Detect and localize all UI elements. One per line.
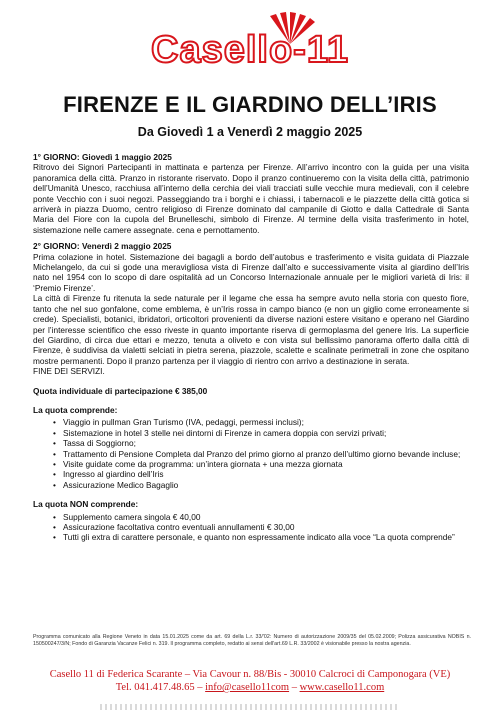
- list-item: • Supplemento camera singola € 40,00: [53, 512, 469, 522]
- agency-contacts: [0, 681, 500, 694]
- list-item: • Ingresso al giardino dell’Iris: [53, 469, 469, 479]
- agency-website-link[interactable]: www.casello11.com: [299, 682, 385, 693]
- list-item: • Visite guidate come da programma: un’intera giornata + una mezza giornata: [53, 459, 469, 469]
- day2-text-2: La città di Firenze fu ritenuta la sede naturale per il legame che essa ha sempre avuto nella storia con questo fiore, tanto che nel suo gonfalone, come emblema, è un’Iris rossa in campo bianco (e non un giglio come erroneamente si crede). Specialisti, botanici, ibridatori, orticoltori provenienti da diverse nazioni estere visitano e operano nel Giardino per l’interesse scientifico che esso riveste in quanto importante riserva di germoplasma del genere Iris. La superficie del Giardino, di circa due ettari e mezzo, tenuta a oliveto e con vista sul bellissimo panorama offerto dalla città di Firenze, è suddivisa da vialetti selciati in pietra serena, piazzole, scalette e scalinate perimetrali in zone che ospitano mostre permanenti. Dopo il pranzo partenza per il viaggio di rientro con arrivo a destinazione in serata.: [33, 293, 469, 366]
- includes-heading: La quota comprende:: [33, 404, 118, 415]
- day1-text: Ritrovo dei Signori Partecipanti in mattinata e partenza per Firenze. All’arrivo incontro con la guida per una visita panoramica della città. Pranzo in ristorante riservato. Dopo il pranzo continueremo con la visita della città, patrimonio dell’Umanità Unesco, racchiusa all’interno della cerchia dei viali tracciati sulle vecchie mura medievali, con il celebre ponte Vecchio con i suoi negozi. Passeggiando tra i borghi e i chiassi, i tabernacoli e le piazzette della città gotica si arriverà in piazza Duomo, centro religioso di Firenze dominato dal campanile di Giotto e dalla Cattedrale di Santa Maria del Fiore con la cupola del Brunelleschi, simbolo di Firenze. Al termine della visita trasferimento in hotel, sistemazione nelle camere assegnate. cena e pernottamento.: [33, 162, 469, 235]
- price-label: Quota individuale di partecipazione € 385,00: [33, 385, 208, 396]
- agency-email-link[interactable]: info@casello11com: [205, 682, 290, 693]
- day1-heading: 1° GIORNO: Giovedì 1 maggio 2025: [33, 152, 172, 162]
- legal-notice: Programma comunicato alla Regione Veneto in data 15.01.2025 come da art. 69 della L.r. 33/'02: Numero di autorizzazione 2009/35 del 05.02.2009; Polizza assicurativa NOBIS n. 150500247/3/N; Fondo di Garanzia Vacanze Felici n. 319. Il programma completo, redatto ai sensi dell'art.69 L.R. 33/2002 è visionabile presso la nostra agenzia.: [33, 634, 471, 647]
- list-item: • Tutti gli extra di carattere personale, e quanto non espressamente indicato alla voce “La quota comprende”: [53, 532, 469, 542]
- contact-separator: –: [289, 682, 300, 693]
- logo-text: Casello-11: [151, 29, 349, 71]
- trip-dates: Da Giovedì 1 a Venerdì 2 maggio 2025: [137, 125, 363, 139]
- excludes-heading: La quota NON comprende:: [33, 499, 139, 510]
- page-title: FIRENZE E IL GIARDINO DELL’IRIS: [63, 92, 437, 117]
- casello-11-logo: [140, 12, 360, 74]
- agency-address: Casello 11 di Federica Scarante – Via Cavour n. 88/Bis - 30010 Calcroci di Camponogara (VE): [49, 669, 451, 680]
- list-item: • Assicurazione Medico Bagaglio: [53, 480, 469, 490]
- list-item: • Trattamento di Pensione Completa dal Pranzo del primo giorno al pranzo dell’ultimo giorno bevande incluse;: [53, 449, 469, 459]
- list-item: • Assicurazione facoltativa contro eventuali annullamenti € 30,00: [53, 522, 469, 532]
- end-of-services: FINE DEI SERVIZI.: [33, 366, 105, 377]
- page-cut-edge: [100, 704, 400, 710]
- day2-heading: 2° GIORNO: Venerdì 2 maggio 2025: [33, 241, 172, 252]
- agency-footer: [0, 668, 500, 694]
- list-item: • Tassa di Soggiorno;: [53, 438, 469, 448]
- list-item: • Sistemazione in hotel 3 stelle nei dintorni di Firenze in camera doppia con servizi privati;: [53, 428, 469, 438]
- itinerary-content: [33, 152, 469, 543]
- list-item: • Viaggio in pullman Gran Turismo (IVA, pedaggi, permessi inclusi);: [53, 417, 469, 427]
- day2-text-1: Prima colazione in hotel. Sistemazione dei bagagli a bordo dell’autobus e trasferimento e visita guidata di Piazzale Michelangelo, da cui si gode una meravigliosa vista di Firenze dall’alto e successivamente visita al giardino dell’Iris nato nel 1954 con lo scopo di dare ospitalità ad un Concorso Internazionale annuale per le migliori varietà di Iris: il ‘Premio Firenze’.: [33, 251, 469, 293]
- includes-list: [33, 417, 469, 490]
- excludes-list: [33, 512, 469, 543]
- agency-phone: Tel. 041.417.48.65 –: [115, 682, 206, 693]
